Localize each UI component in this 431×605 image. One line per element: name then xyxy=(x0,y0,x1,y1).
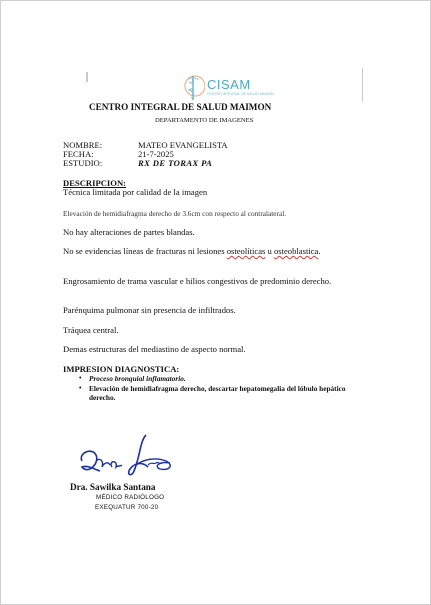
margin-guide xyxy=(362,68,363,102)
impression-item: Proceso bronquial inflamatorio. xyxy=(89,374,186,383)
description-line: No hay alteraciones de partes blandas. xyxy=(63,227,195,237)
impression-list xyxy=(79,374,359,403)
description-line: Tráquea central. xyxy=(63,325,119,335)
department-title: DEPARTAMENTO DE IMAGENES xyxy=(155,117,254,124)
date-value: 21-7-2025 xyxy=(138,149,174,159)
description-text: u xyxy=(265,246,274,256)
caduceus-icon xyxy=(181,74,205,102)
list-item xyxy=(79,374,359,384)
impression-item: Elevación de hemidiafragma derecho, descartar hepatomegalia del lóbulo hepático derecho. xyxy=(89,383,346,402)
date-label: FECHA: xyxy=(63,149,94,159)
spellcheck-word: osteolíticas xyxy=(226,246,266,256)
bullet-icon: • xyxy=(79,383,82,392)
margin-corner-mark xyxy=(86,72,88,82)
study-label: ESTUDIO: xyxy=(63,158,103,168)
doctor-credential: EXEQUATUR 700-20 xyxy=(95,504,159,511)
description-line: Engrosamiento de trama vascular e hilios congestivos de predominio derecho. xyxy=(63,276,332,286)
cisam-logo xyxy=(181,74,274,102)
study-value: RX DE TORAX PA xyxy=(138,158,213,168)
impression-title: IMPRESION DIAGNOSTICA: xyxy=(63,364,180,374)
description-line: Parénquima pulmonar sin presencia de infiltrados. xyxy=(63,305,236,315)
bullet-icon: • xyxy=(79,374,82,382)
logo-subtitle: CENTRO INTEGRAL DE SALUD MAIMON xyxy=(207,92,274,96)
description-line: Técnica limitada por calidad de la imagen xyxy=(63,187,208,197)
page-title: CENTRO INTEGRAL DE SALUD MAIMON xyxy=(89,102,272,112)
signature xyxy=(74,431,184,481)
doctor-role: MÉDICO RADIÓLOGO xyxy=(96,494,165,501)
logo-name: CISAM xyxy=(207,77,251,92)
doctor-name: Dra. Sawilka Santana xyxy=(70,482,156,492)
name-value: MATEO EVANGELISTA xyxy=(138,140,228,150)
description-text: . xyxy=(318,246,321,256)
list-item xyxy=(79,384,359,403)
description-title: DESCRIPCION: xyxy=(63,178,127,188)
description-line: Elevación de hemidiafragma derecho de 3.6cm con respecto al contralateral. xyxy=(63,209,287,218)
spellcheck-word: osteoblastica xyxy=(273,246,319,256)
description-text: No se evidencias líneas de fracturas ni lesiones xyxy=(63,246,227,256)
description-paragraph xyxy=(63,246,363,256)
name-label: NOMBRE: xyxy=(63,140,103,150)
description-line: Demas estructuras del mediastino de aspecto normal. xyxy=(63,344,246,354)
